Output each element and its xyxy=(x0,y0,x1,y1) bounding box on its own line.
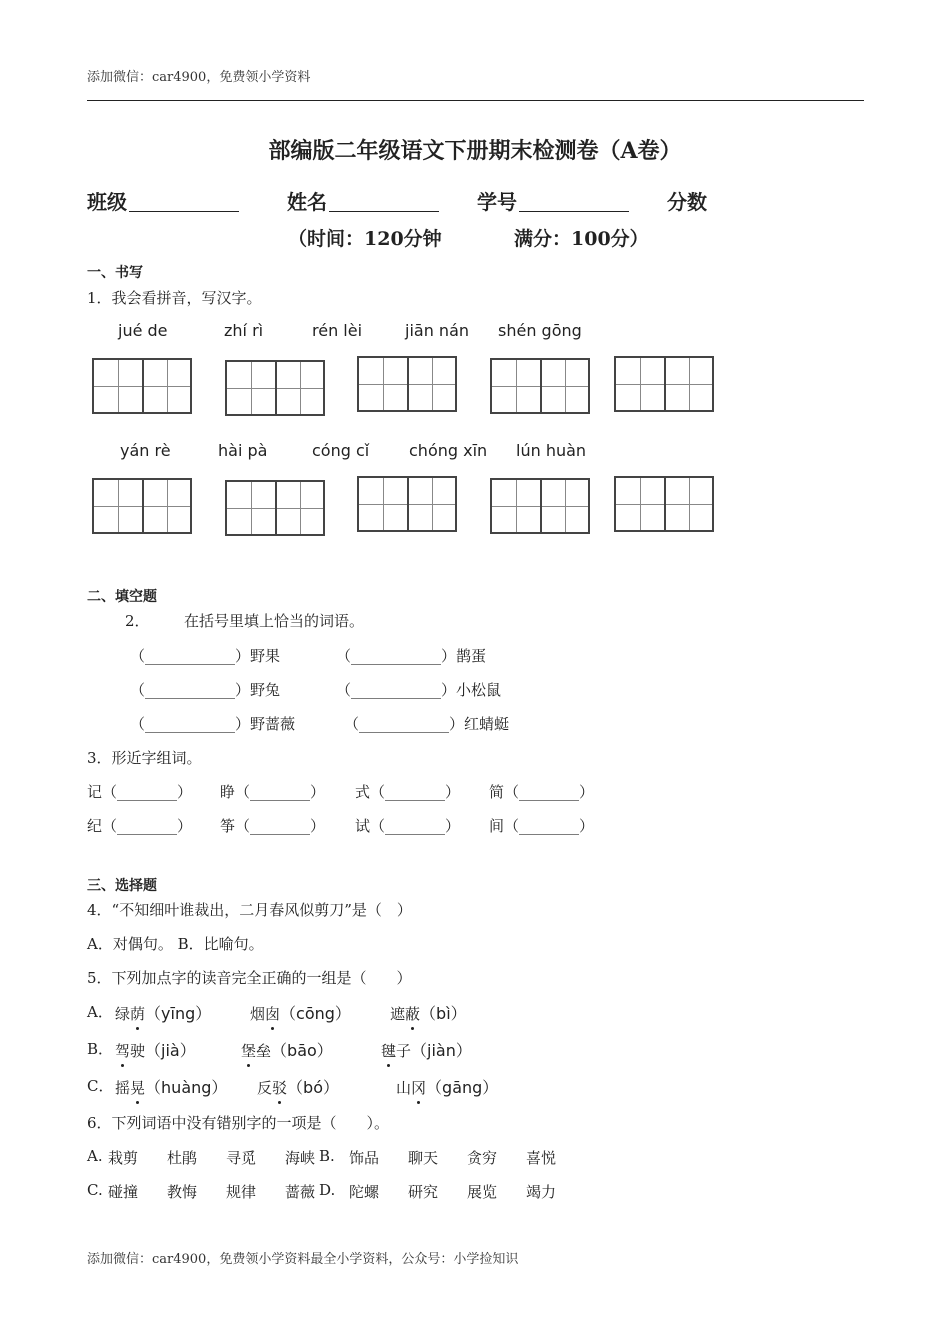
q5-a-item-1: 绿荫（yīng） xyxy=(115,1004,212,1023)
word-blank[interactable]: 纪（________） xyxy=(87,817,193,835)
word-blank[interactable]: 间（________） xyxy=(489,817,595,835)
question-2-number: 2． xyxy=(125,612,150,630)
full-score: 满分：100分） xyxy=(514,228,649,250)
pinyin-2-5: lún huàn xyxy=(516,441,587,460)
writing-grid[interactable] xyxy=(225,360,325,416)
word-blank[interactable]: 式（________） xyxy=(355,783,461,801)
name-field[interactable] xyxy=(287,186,439,215)
q5-a-item-2: 烟囱（cōng） xyxy=(250,1004,351,1023)
q6-word: 贪穷 xyxy=(467,1149,498,1167)
writing-grid[interactable] xyxy=(614,356,714,412)
q6-word: 栽剪 xyxy=(108,1149,139,1167)
q5-c-item-3: 山冈（gāng） xyxy=(396,1078,499,1097)
fill-blank[interactable]: （____________）野果 xyxy=(130,647,281,665)
writing-grid[interactable] xyxy=(92,478,192,534)
writing-grid[interactable] xyxy=(357,476,457,532)
q6-word: 饰品 xyxy=(349,1149,380,1167)
score-label: 分数 xyxy=(667,190,707,214)
q6-word: 杜鹃 xyxy=(167,1149,198,1167)
q6-option-a-label[interactable]: A. xyxy=(87,1147,103,1165)
section2-title: 二、填空题 xyxy=(87,589,157,605)
q6-word: 展览 xyxy=(467,1183,498,1201)
fill-blank[interactable]: （____________）野蔷薇 xyxy=(130,715,296,733)
q5-b-item-2: 堡垒（bāo） xyxy=(241,1041,333,1060)
question-6: 6．下列词语中没有错别字的一项是（ ）。 xyxy=(87,1114,390,1132)
page-header: 添加微信：car4900，免费领小学资料 xyxy=(87,70,311,85)
name-label: 姓名 xyxy=(287,190,327,214)
page-footer: 添加微信：car4900，免费领小学资料最全小学资料，公众号：小学捡知识 xyxy=(87,1252,519,1267)
q5-option-c-label[interactable]: C． xyxy=(87,1077,114,1095)
q6-option-c-label[interactable]: C. xyxy=(87,1181,103,1199)
class-blank[interactable] xyxy=(129,211,239,212)
q6-word: 研究 xyxy=(408,1183,439,1201)
id-label: 学号 xyxy=(477,190,517,214)
q6-word: 陀螺 xyxy=(349,1183,380,1201)
q6-word: 教悔 xyxy=(167,1183,198,1201)
exam-title: 部编版二年级语文下册期末检测卷（A卷） xyxy=(268,138,682,164)
q5-c-item-2: 反驳（bó） xyxy=(257,1078,339,1097)
fill-blank[interactable]: （____________）红蜻蜓 xyxy=(344,715,510,733)
header-divider xyxy=(87,100,864,101)
q5-b-item-1: 驾驶（jià） xyxy=(115,1041,196,1060)
q6-word: 蔷薇 xyxy=(285,1183,316,1201)
word-blank[interactable]: 试（________） xyxy=(355,817,461,835)
q5-b-item-3: 毽子（jiàn） xyxy=(381,1041,472,1060)
question-5: 5．下列加点字的读音完全正确的一组是（ ） xyxy=(87,969,412,987)
q6-word: 寻觅 xyxy=(226,1149,257,1167)
pinyin-2-3: cóng cǐ xyxy=(312,441,370,460)
pinyin-1-2: zhí rì xyxy=(224,321,264,340)
pinyin-2-1: yán rè xyxy=(120,441,171,460)
question-1: 1．我会看拼音，写汉字。 xyxy=(87,289,262,307)
class-field[interactable] xyxy=(87,186,239,215)
question-4-options[interactable]: A．对偶句。 B．比喻句。 xyxy=(87,935,264,953)
writing-grid[interactable] xyxy=(490,358,590,414)
writing-grid[interactable] xyxy=(92,358,192,414)
word-blank[interactable]: 睁（________） xyxy=(220,783,326,801)
q5-a-item-3: 遮蔽（bì） xyxy=(390,1004,467,1023)
q6-word: 规律 xyxy=(226,1183,257,1201)
q5-c-item-1: 摇晃（huàng） xyxy=(115,1078,228,1097)
id-field[interactable] xyxy=(477,186,629,215)
fill-blank[interactable]: （____________）小松鼠 xyxy=(336,681,502,699)
writing-grid[interactable] xyxy=(357,356,457,412)
class-label: 班级 xyxy=(87,190,127,214)
fill-blank[interactable]: （____________）鹊蛋 xyxy=(336,647,487,665)
pinyin-1-4: jiān nán xyxy=(405,321,470,340)
pinyin-1-5: shén gōng xyxy=(498,321,582,340)
fill-blank[interactable]: （____________）野兔 xyxy=(130,681,281,699)
pinyin-2-4: chóng xīn xyxy=(409,441,488,460)
pinyin-1-1: jué de xyxy=(118,321,168,340)
section1-title: 一、书写 xyxy=(87,265,143,281)
name-blank[interactable] xyxy=(329,211,439,212)
q6-word: 喜悦 xyxy=(526,1149,557,1167)
question-4: 4．“不知细叶谁裁出，二月春风似剪刀”是（ ） xyxy=(87,901,412,919)
writing-grid[interactable] xyxy=(614,476,714,532)
q6-option-d-label[interactable]: D. xyxy=(319,1181,336,1199)
q6-word: 聊天 xyxy=(408,1149,439,1167)
q6-word: 碰撞 xyxy=(108,1183,139,1201)
q6-word: 海峡 xyxy=(285,1149,316,1167)
q5-option-a-label[interactable]: A． xyxy=(87,1003,113,1021)
id-blank[interactable] xyxy=(519,211,629,212)
pinyin-2-2: hài pà xyxy=(218,441,268,460)
word-blank[interactable]: 筝（________） xyxy=(220,817,326,835)
section3-title: 三、选择题 xyxy=(87,878,157,894)
q6-option-b-label[interactable]: B. xyxy=(319,1147,335,1165)
word-blank[interactable]: 记（________） xyxy=(87,783,193,801)
q6-word: 竭力 xyxy=(526,1183,557,1201)
writing-grid[interactable] xyxy=(225,480,325,536)
question-3: 3．形近字组词。 xyxy=(87,749,202,767)
pinyin-1-3: rén lèi xyxy=(312,321,363,340)
q5-option-b-label[interactable]: B． xyxy=(87,1040,114,1058)
question-2: 在括号里填上恰当的词语。 xyxy=(184,612,365,630)
word-blank[interactable]: 简（________） xyxy=(489,783,595,801)
writing-grid[interactable] xyxy=(490,478,590,534)
time-limit: （时间：120分钟 xyxy=(288,228,442,250)
